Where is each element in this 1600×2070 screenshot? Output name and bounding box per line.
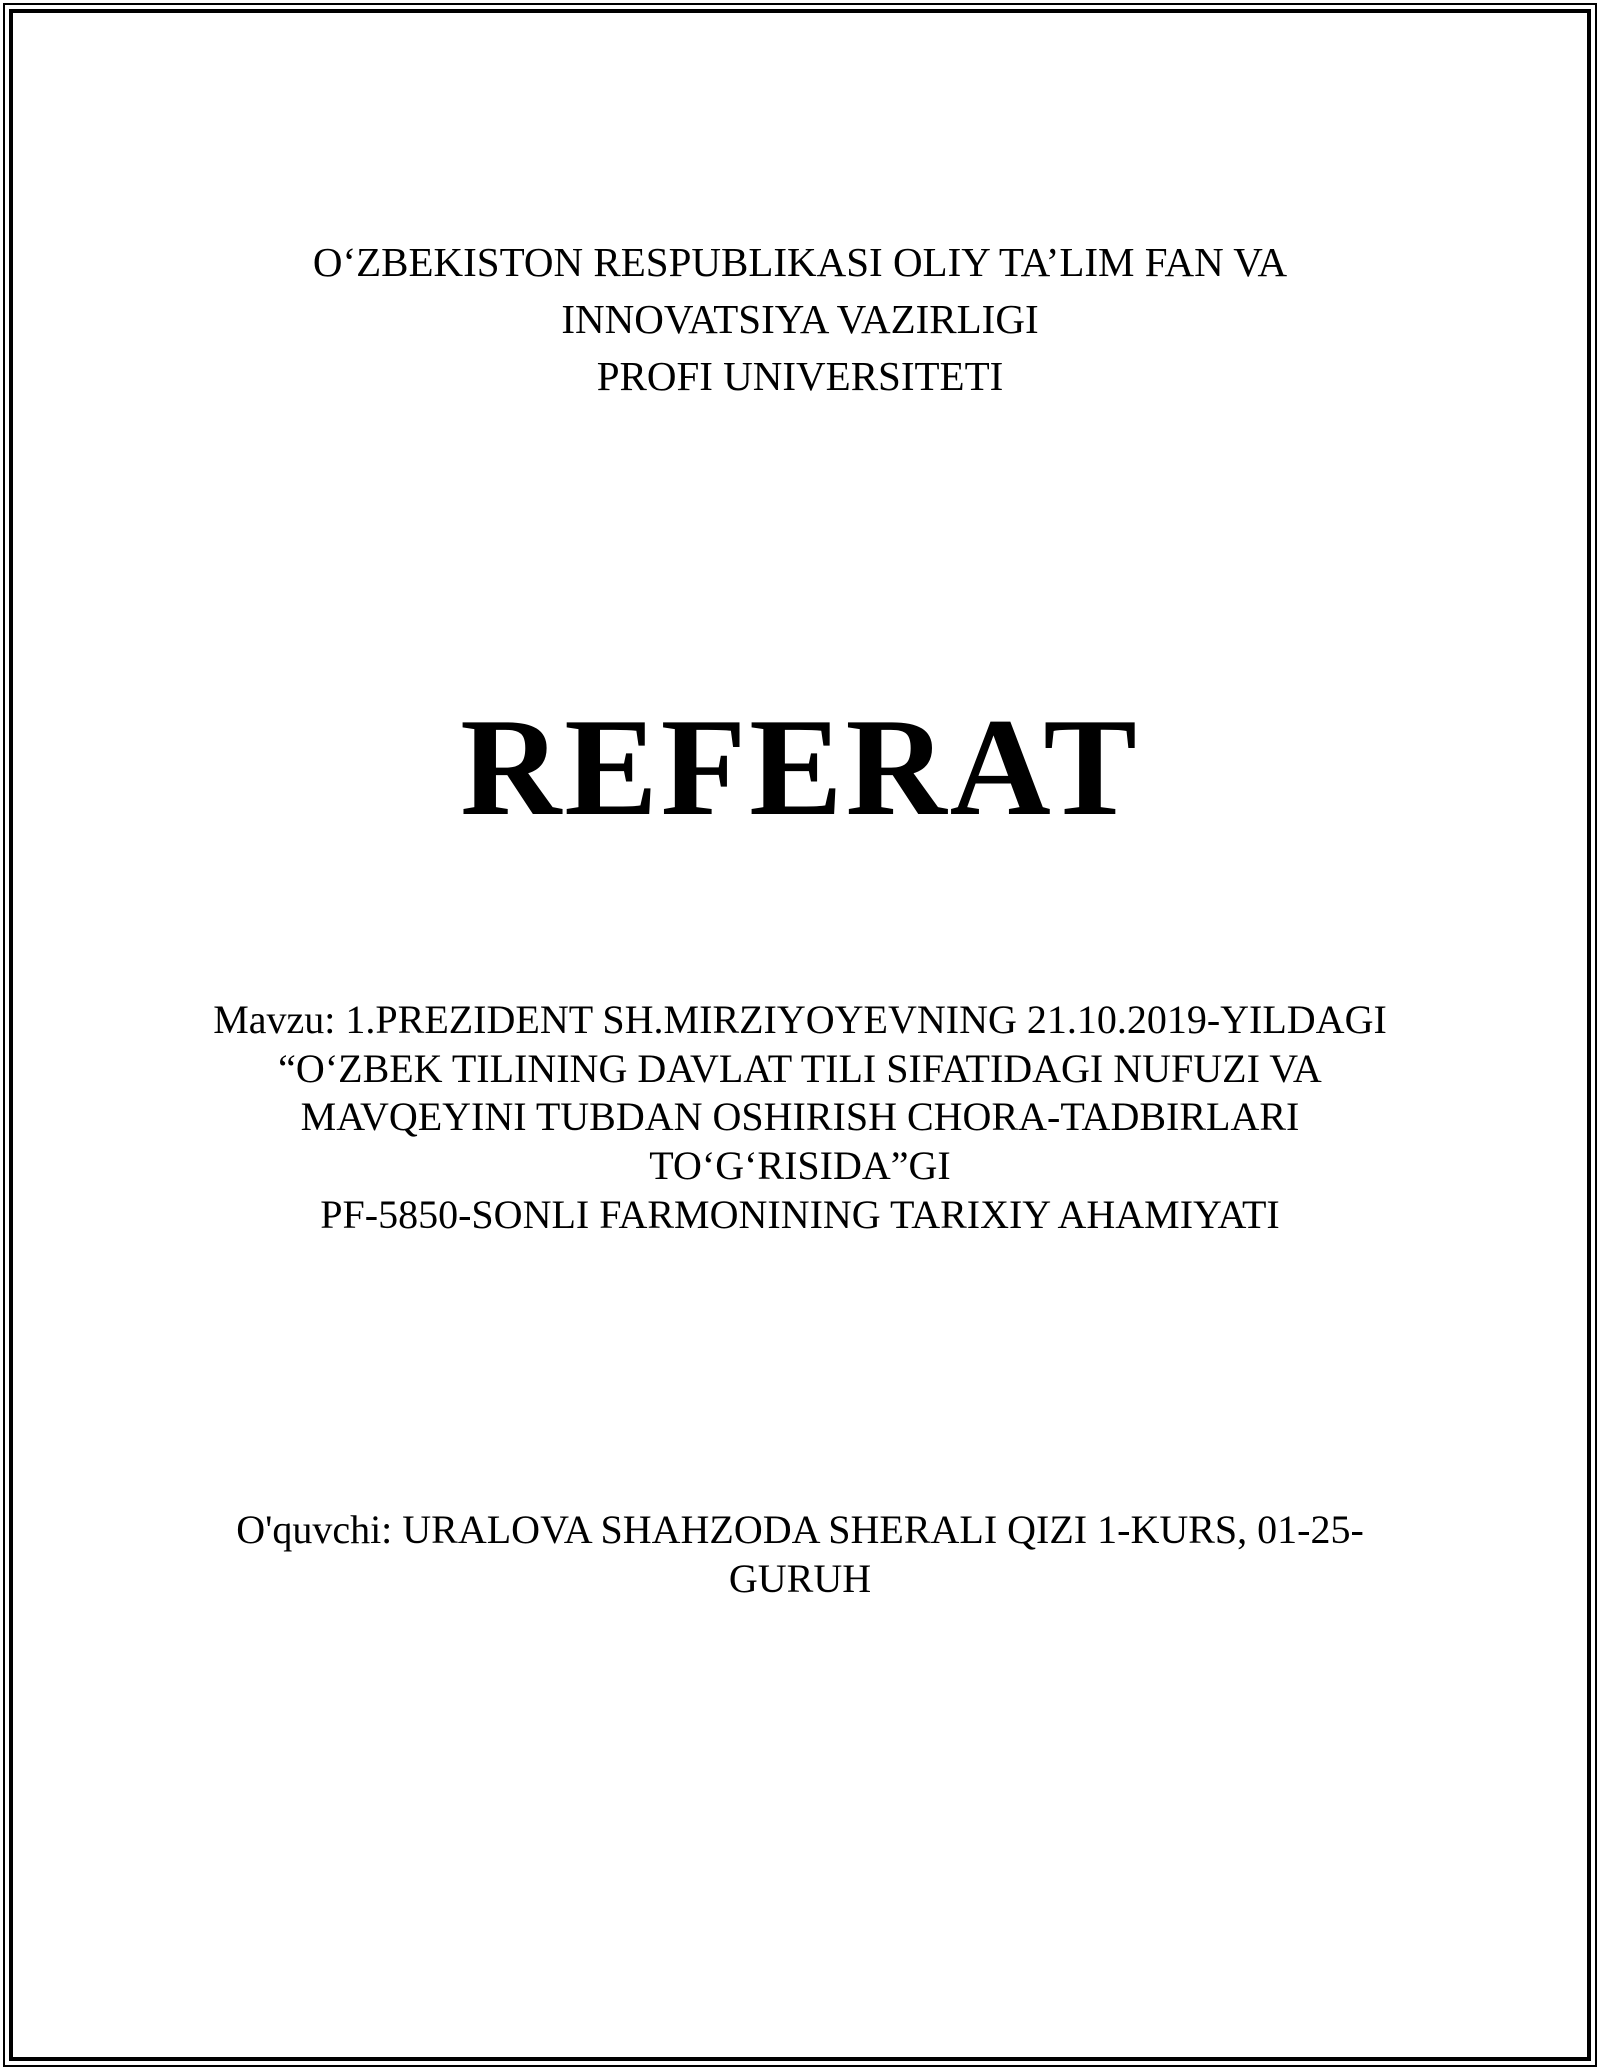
topic-line-5: PF-5850-SONLI FARMONINING TARIXIY AHAMIYATI: [320, 1191, 1280, 1237]
document-title: [70, 690, 1530, 845]
university-name: PROFI UNIVERSITETI: [596, 353, 1004, 399]
topic-line-1: Mavzu: 1.PREZIDENT SH.MIRZIYOYEVNING 21.10.2019-YILDAGI: [213, 997, 1387, 1042]
topic-line-3: MAVQEYINI TUBDAN OSHIRISH CHORA-TADBIRLARI: [300, 1094, 1300, 1140]
ministry-header-line-2: INNOVATSIYA VAZIRLIGI: [561, 296, 1039, 342]
document-title-text: REFERAT: [460, 690, 1140, 845]
topic-line-2: “OʻZBEK TILINING DAVLAT TILI SIFATIDAGI NUFUZI VA: [278, 1045, 1322, 1091]
student-info-line-1: O'quvchi: URALOVA SHAHZODA SHERALI QIZI 1-KURS, 01-25-: [236, 1507, 1364, 1552]
ministry-header-line-1: OʻZBEKISTON RESPUBLIKASI OLIY TA’LIM FAN VA: [312, 239, 1288, 285]
student-info: [70, 1505, 1530, 1603]
ministry-header: [70, 234, 1530, 405]
topic-paragraph: [70, 996, 1530, 1240]
topic-line-4: TOʻGʻRISIDA”GI: [649, 1143, 951, 1189]
student-info-line-2: GURUH: [728, 1556, 872, 1601]
